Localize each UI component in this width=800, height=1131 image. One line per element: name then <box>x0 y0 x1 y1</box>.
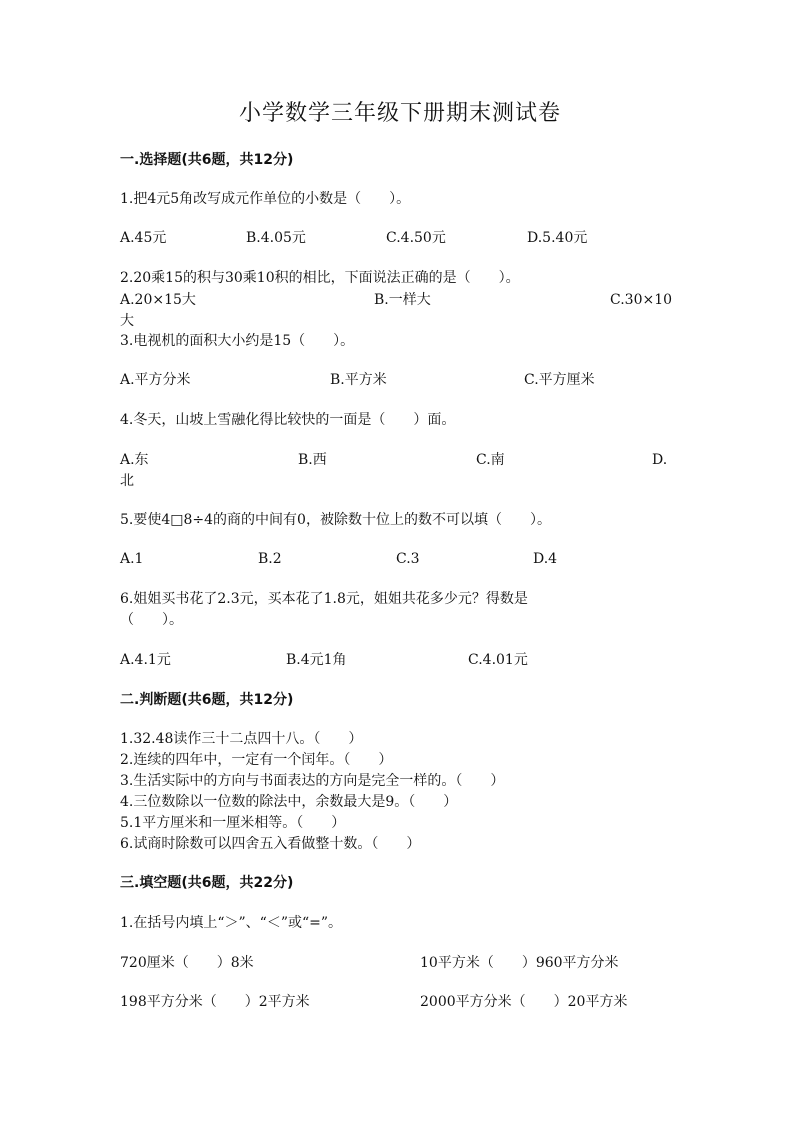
judgement-item: 3.生活实际中的方向与书面表达的方向是完全一样的。（ ） <box>120 773 505 789</box>
judgement-item: 4.三位数除以一位数的除法中，余数最大是9。（ ） <box>120 794 458 810</box>
option-d: D.4 <box>533 551 558 567</box>
page-title: 小学数学三年级下册期末测试卷 <box>238 101 561 126</box>
question-stem: 1.在括号内填上“＞”、“＜”或“=”。 <box>120 915 343 931</box>
option-c: C.南 <box>476 452 505 468</box>
option-d-wrap: 北 <box>120 473 134 489</box>
question-stem: 2.20乘15的积与30乘10积的相比，下面说法正确的是（ ）。 <box>120 270 520 286</box>
question-stem: 6.姐姐买书花了2.3元，买本花了1.8元，姐姐共花多少元？得数是 <box>120 591 528 607</box>
option-b: B.2 <box>258 551 282 567</box>
option-a: A.20×15大 <box>120 292 196 308</box>
option-b: B.平方米 <box>330 372 387 388</box>
option-b: B.一样大 <box>374 292 431 308</box>
judgement-item: 6.试商时除数可以四舍五入看做整十数。（ ） <box>120 836 421 852</box>
option-a: A.东 <box>120 452 149 468</box>
option-c: C.3 <box>396 551 420 567</box>
question-stem: 4.冬天，山坡上雪融化得比较快的一面是（ ）面。 <box>120 412 456 428</box>
section-heading-choice: 一.选择题(共6题，共12分) <box>120 152 294 168</box>
question-stem: 3.电视机的面积大小约是15（ ）。 <box>120 333 355 349</box>
comparison-item: 720厘米（ ）8米 <box>120 955 254 971</box>
section-heading-fill: 三.填空题(共6题，共22分) <box>120 875 294 891</box>
question-stem-wrap: （ ）。 <box>120 612 183 628</box>
option-c: C.30×10 <box>610 292 673 308</box>
comparison-item: 2000平方分米（ ）20平方米 <box>420 994 628 1010</box>
option-b: B.4元1角 <box>286 652 347 668</box>
question-stem: 5.要使4□8÷4的商的中间有0，被除数十位上的数不可以填（ ）。 <box>120 512 551 528</box>
judgement-item: 5.1平方厘米和一厘米相等。（ ） <box>120 815 346 831</box>
option-c: C.平方厘米 <box>524 372 595 388</box>
section-heading-judgement: 二.判断题(共6题，共12分) <box>120 692 294 708</box>
option-a: A.4.1元 <box>120 652 171 668</box>
option-d: D.5.40元 <box>527 230 588 246</box>
comparison-item: 10平方米（ ）960平方分米 <box>420 955 619 971</box>
option-b: B.西 <box>298 452 327 468</box>
judgement-item: 1.32.48读作三十二点四十八。（ ） <box>120 731 363 747</box>
comparison-item: 198平方分米（ ）2平方米 <box>120 994 310 1010</box>
option-c-wrap: 大 <box>120 313 134 329</box>
option-a: A.1 <box>120 551 144 567</box>
option-c: C.4.50元 <box>386 230 446 246</box>
option-c: C.4.01元 <box>468 652 528 668</box>
option-a: A.平方分米 <box>120 372 191 388</box>
option-a: A.45元 <box>120 230 167 246</box>
question-stem: 1.把4元5角改写成元作单位的小数是（ ）。 <box>120 191 411 207</box>
judgement-item: 2.连续的四年中，一定有一个闰年。（ ） <box>120 752 393 768</box>
option-b: B.4.05元 <box>246 230 306 246</box>
option-d: D. <box>652 452 668 468</box>
